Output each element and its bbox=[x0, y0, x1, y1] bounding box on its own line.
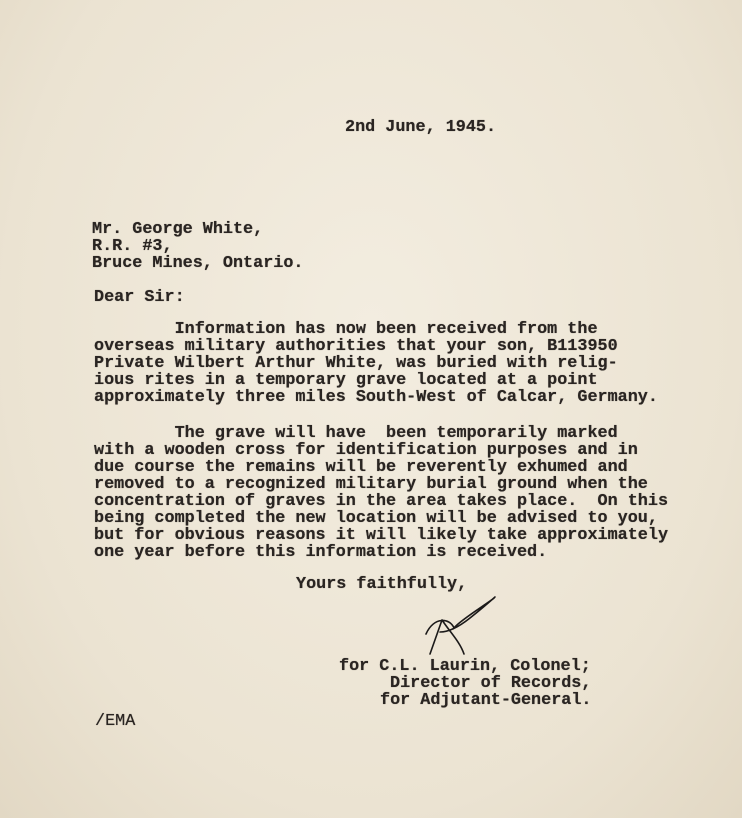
text-line: Information has now been received from the bbox=[94, 320, 598, 339]
text-line: Private Wilbert Arthur White, was buried with relig- bbox=[94, 354, 618, 373]
closing: Yours faithfully, bbox=[296, 575, 468, 594]
text-line: due course the remains will be reverently exhumed and bbox=[94, 458, 628, 477]
signatory-title: for Adjutant-General. bbox=[380, 691, 592, 710]
salutation: Dear Sir: bbox=[94, 288, 185, 307]
reference-initials: /EMA bbox=[95, 712, 136, 731]
text-line: with a wooden cross for identification purposes and in bbox=[94, 441, 638, 460]
text-line: one year before this information is received. bbox=[94, 543, 548, 562]
recipient-address-line: Bruce Mines, Ontario. bbox=[92, 254, 304, 273]
text-line: The grave will have been temporarily marked bbox=[94, 424, 618, 443]
text-line: removed to a recognized military burial ground when the bbox=[94, 475, 648, 494]
recipient-name: Mr. George White, bbox=[92, 220, 264, 239]
handwritten-signature bbox=[420, 592, 510, 662]
text-line: approximately three miles South-West of Calcar, Germany. bbox=[94, 388, 658, 407]
text-line: overseas military authorities that your son, B113950 bbox=[94, 337, 618, 356]
text-line: ious rites in a temporary grave located at a point bbox=[94, 371, 598, 390]
text-line: being completed the new location will be advised to you, bbox=[94, 509, 658, 528]
text-line: concentration of graves in the area takes place. On this bbox=[94, 492, 669, 511]
signatory-line: for C.L. Laurin, Colonel; bbox=[339, 657, 591, 676]
text-line: but for obvious reasons it will likely take approximately bbox=[94, 526, 669, 545]
recipient-address-line: R.R. #3, bbox=[92, 237, 173, 256]
signatory-title: Director of Records, bbox=[390, 674, 592, 693]
letter-date: 2nd June, 1945. bbox=[345, 118, 497, 137]
